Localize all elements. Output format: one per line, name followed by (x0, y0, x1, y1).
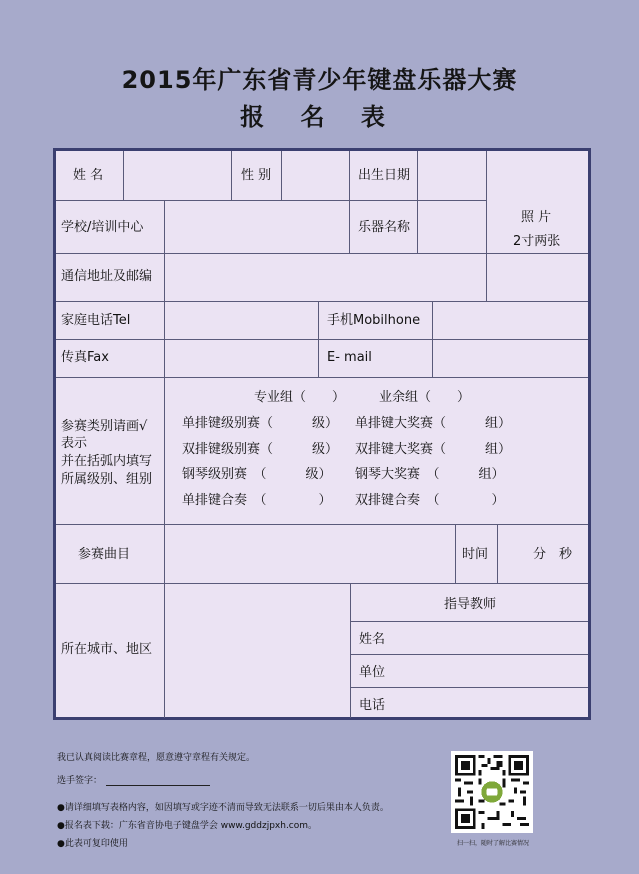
teacher-name-label: 姓名 (359, 632, 386, 647)
registration-form (53, 148, 591, 720)
category-label-1: 参赛类别请画√ (61, 419, 148, 434)
pledge-text: 我已认真阅读比赛章程，愿意遵守章程有关规定。 (57, 753, 256, 763)
gender-field[interactable] (283, 165, 347, 187)
fax-field[interactable] (166, 344, 316, 370)
category-label-3: 并在括弧内填写 (61, 454, 153, 469)
single-prize-option[interactable]: 单排键大奖赛（ 组） (355, 416, 512, 431)
city-field[interactable] (166, 591, 346, 711)
qr-code-icon (451, 751, 533, 833)
phone-label: 家庭电话Tel (61, 313, 131, 328)
photo-size: 2寸两张 (513, 234, 561, 249)
teacher-label: 指导教师 (444, 597, 497, 612)
phone-field[interactable] (166, 307, 316, 333)
email-label: E- mail (327, 350, 372, 365)
signature-line[interactable] (106, 776, 210, 786)
instrument-label: 乐器名称 (358, 220, 411, 235)
double-grade-option[interactable]: 双排键级别赛（ 级） (182, 442, 339, 457)
birth-label: 出生日期 (358, 168, 411, 183)
mobile-field[interactable] (434, 307, 584, 333)
single-ensemble-option[interactable]: 单排键合奏 （ ） (182, 493, 332, 508)
gender-label: 性 别 (241, 168, 272, 183)
category-label-4: 所属级别、组别 (61, 472, 153, 487)
signature-label: 选手签字： (57, 776, 103, 786)
note-2: ●报名表下载：广东省音协电子键盘学会 www.gddzjpxh.com。 (57, 821, 318, 831)
time-label: 时间 (462, 547, 489, 562)
city-label: 所在城市、地区 (61, 642, 153, 657)
page-title: 2015年广东省青少年键盘乐器大赛 (121, 66, 518, 94)
amateur-group-option[interactable]: 业余组（ ） (379, 390, 471, 405)
qr-caption: 扫一扫，随时了解比赛情况 (456, 840, 529, 847)
double-ensemble-option[interactable]: 双排键合奏 （ ） (355, 493, 505, 508)
birth-field[interactable] (419, 165, 483, 187)
fax-label: 传真Fax (61, 350, 109, 365)
piano-prize-option[interactable]: 钢琴大奖赛 （ 组） (355, 467, 505, 482)
piano-grade-option[interactable]: 钢琴级别赛 （ 级） (182, 467, 332, 482)
category-label-2: 表示 (61, 436, 88, 451)
double-prize-option[interactable]: 双排键大奖赛（ 组） (355, 442, 512, 457)
school-field[interactable] (166, 213, 347, 241)
signature-row (57, 773, 210, 786)
address-field[interactable] (166, 263, 482, 291)
piece-field[interactable] (166, 533, 452, 573)
page-subtitle: 报 名 表 (240, 103, 399, 131)
teacher-phone-label: 电话 (359, 698, 386, 713)
pro-group-option[interactable]: 专业组（ ） (254, 390, 346, 405)
school-label: 学校/培训中心 (61, 220, 144, 235)
teacher-unit-label: 单位 (359, 665, 386, 680)
piece-label: 参赛曲目 (78, 547, 131, 562)
name-label: 姓 名 (73, 168, 104, 183)
single-grade-option[interactable]: 单排键级别赛（ 级） (182, 416, 339, 431)
instrument-field[interactable] (419, 213, 483, 241)
min-sec-field[interactable]: 分 秒 (533, 547, 573, 562)
note-1: ●请详细填写表格内容，如因填写或字迹不清而导致无法联系一切后果由本人负责。 (57, 803, 389, 813)
note-3: ●此表可复印使用 (57, 839, 128, 849)
address-label: 通信地址及邮编 (61, 269, 153, 284)
mobile-label: 手机Mobilhone (327, 313, 421, 328)
photo-label: 照 片 (521, 210, 552, 225)
name-field[interactable] (125, 165, 229, 187)
email-field[interactable] (434, 344, 584, 370)
